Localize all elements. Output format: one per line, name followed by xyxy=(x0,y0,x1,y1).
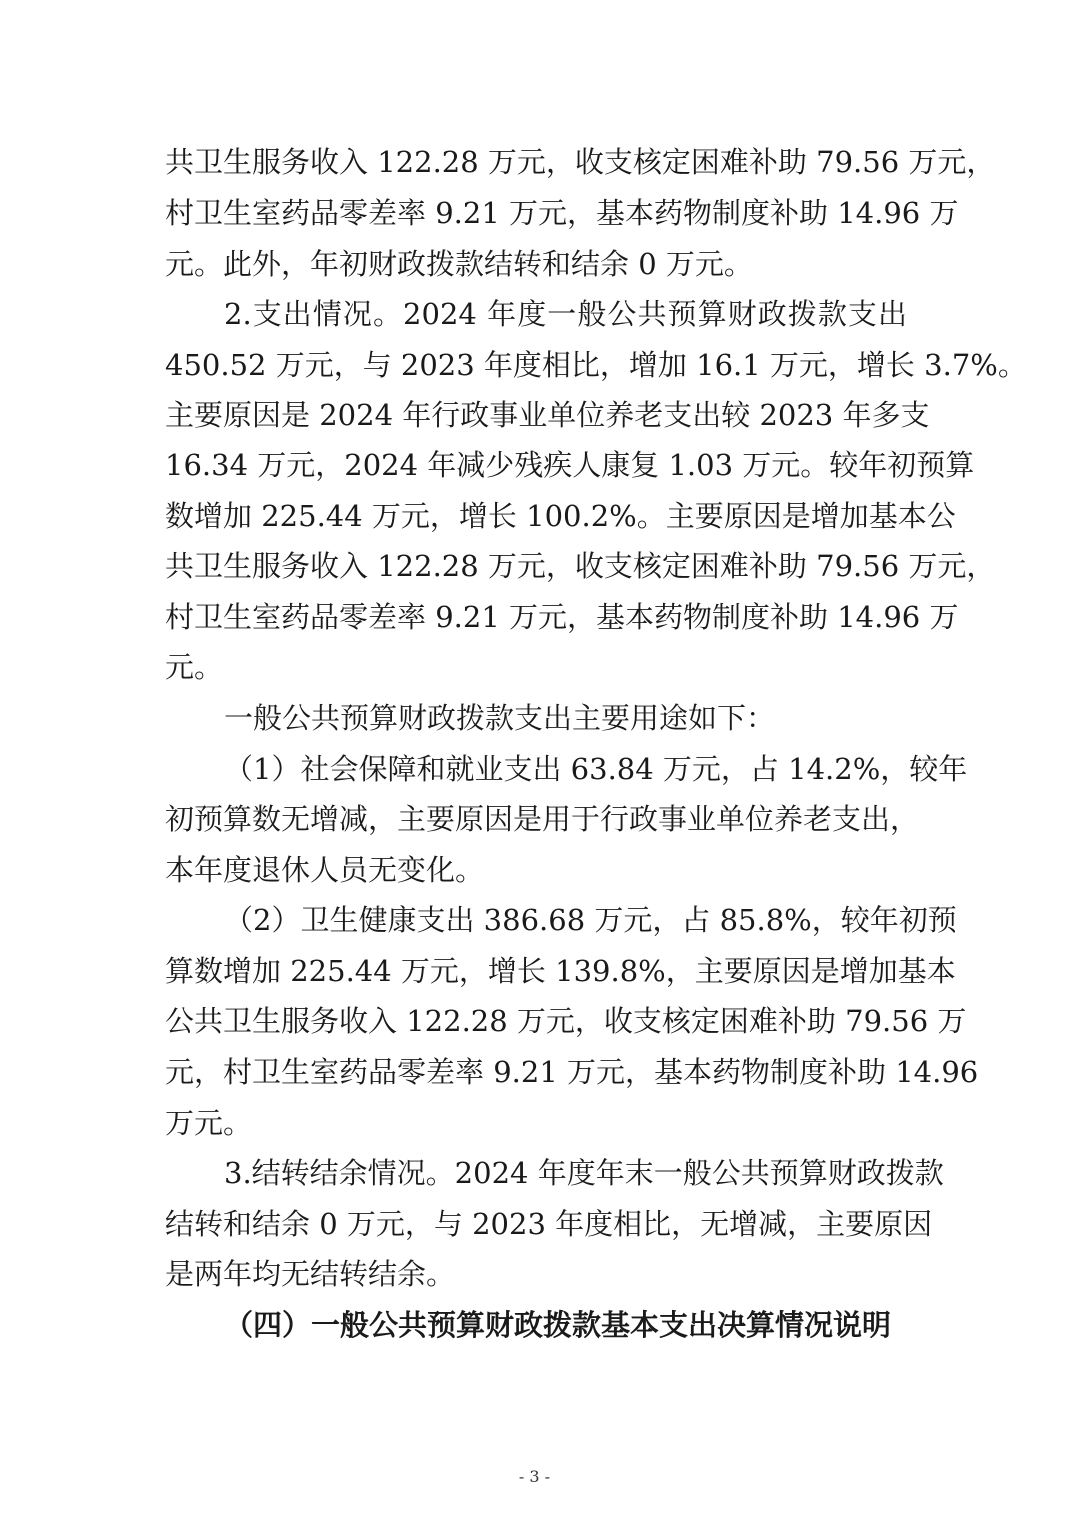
paragraph-line: 2.支出情况。2024 年度一般公共预算财政拨款支出 xyxy=(224,297,907,331)
paragraph-line: 主要原因是 2024 年行政事业单位养老支出较 2023 年多支 xyxy=(165,398,930,432)
page-number: - 3 - xyxy=(518,1467,551,1486)
paragraph-line: （1）社会保障和就业支出 63.84 万元，占 14.2%，较年 xyxy=(224,752,968,786)
paragraph-line: 算数增加 225.44 万元，增长 139.8%，主要原因是增加基本 xyxy=(165,954,956,988)
paragraph-line: 万元。 xyxy=(165,1106,253,1140)
paragraph-line: 本年度退休人员无变化。 xyxy=(165,853,485,887)
paragraph-line: 元，村卫生室药品零差率 9.21 万元，基本药物制度补助 14.96 xyxy=(165,1055,979,1089)
paragraph-line: 共卫生服务收入 122.28 万元，收支核定困难补助 79.56 万元， xyxy=(165,549,996,583)
paragraph-line: 结转和结余 0 万元，与 2023 年度相比，无增减，主要原因 xyxy=(165,1207,933,1241)
paragraph-line: 共卫生服务收入 122.28 万元，收支核定困难补助 79.56 万元， xyxy=(165,145,996,179)
paragraph-line: 数增加 225.44 万元，增长 100.2%。主要原因是增加基本公 xyxy=(165,499,956,533)
paragraph-line: 元。此外，年初财政拨款结转和结余 0 万元。 xyxy=(165,247,753,281)
paragraph-line: （2）卫生健康支出 386.68 万元，占 85.8%，较年初预 xyxy=(224,903,957,937)
paragraph-line: 450.52 万元，与 2023 年度相比，增加 16.1 万元，增长 3.7%。 xyxy=(165,348,1027,382)
paragraph-line: 16.34 万元，2024 年减少残疾人康复 1.03 万元。较年初预算 xyxy=(165,448,975,482)
paragraph-line: 是两年均无结转结余。 xyxy=(165,1257,456,1291)
section-heading: （四）一般公共预算财政拨款基本支出决算情况说明 xyxy=(224,1308,892,1342)
paragraph-line: 村卫生室药品零差率 9.21 万元，基本药物制度补助 14.96 万 xyxy=(165,196,959,230)
paragraph-line: 元。 xyxy=(165,650,224,684)
paragraph-line: 村卫生室药品零差率 9.21 万元，基本药物制度补助 14.96 万 xyxy=(165,600,959,634)
paragraph-line: 一般公共预算财政拨款支出主要用途如下： xyxy=(224,701,776,735)
paragraph-line: 公共卫生服务收入 122.28 万元，收支核定困难补助 79.56 万 xyxy=(165,1004,967,1038)
paragraph-line: 3.结转结余情况。2024 年度年末一般公共预算财政拨款 xyxy=(224,1156,944,1190)
paragraph-line: 初预算数无增减，主要原因是用于行政事业单位养老支出， xyxy=(165,802,920,836)
